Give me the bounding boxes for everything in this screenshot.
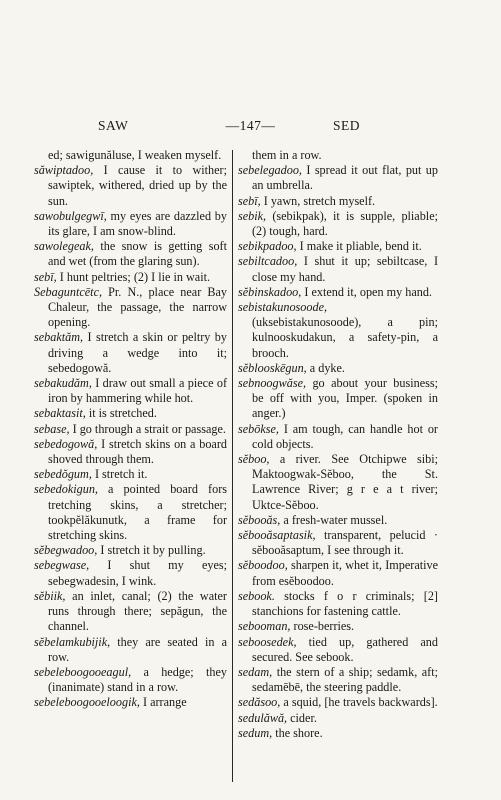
dictionary-entry: [34, 330, 227, 376]
dictionary-entry: [34, 270, 227, 285]
entry-definition: I stretch it by pulling.: [97, 543, 206, 558]
entry-headword: sĕbegwadoo,: [34, 543, 98, 558]
entry-definition: they are seated in a row.: [48, 634, 227, 664]
dictionary-entry: [238, 528, 438, 558]
entry-headword: sebelegadoo,: [238, 163, 302, 178]
entry-definition: the stern of a ship; sedamk, aft; sedamēbē, the steering paddle.: [252, 664, 438, 695]
entry-definition: I shut it up; sebiltcase, I close my hand.: [252, 254, 438, 284]
dictionary-entry: [238, 194, 438, 209]
dictionary-entry: [34, 558, 227, 588]
dictionary-entry: [34, 665, 227, 695]
entry-headword: sebōkse,: [238, 421, 279, 436]
dictionary-entry: [34, 695, 227, 710]
entry-headword: sebegwase,: [34, 558, 90, 573]
dictionary-entry: [34, 437, 227, 467]
entry-definition: a pointed board fors tretching skins, a stretcher; tookpĕlăkunutk, a frame for stretching skins.: [48, 482, 227, 543]
dictionary-entry: [238, 558, 438, 588]
entry-headword: sebaktasit,: [34, 406, 86, 421]
entry-definition: (uksebistakunosoode), a pin; kulnooskudakun, a safety-pin, a brooch.: [252, 315, 438, 360]
entry-headword: sĕbinskadoo,: [238, 284, 302, 299]
dictionary-entry: [238, 361, 438, 376]
entry-definition: the snow is getting soft and wet (from the glaring sun).: [48, 239, 227, 269]
dictionary-entry: [34, 209, 227, 239]
dictionary-entry: [238, 209, 438, 239]
running-header: [0, 118, 501, 138]
entry-definition: tied up, gathered and secured. See sebook.: [252, 634, 438, 664]
entry-definition: I stretch it.: [91, 467, 148, 482]
entry-definition: the shore.: [272, 725, 323, 740]
right-column: [238, 148, 438, 741]
entry-definition: I stretch a skin or peltry by driving a wedge into it; sebedogowă.: [48, 330, 227, 375]
page-number: —147—: [225, 118, 276, 133]
entry-definition: I cause it to wither; sawiptek, withered, dried up by the sun.: [48, 163, 227, 208]
dictionary-entry: [34, 635, 227, 665]
entry-headword: sebistakunosoode,: [238, 300, 328, 315]
dictionary-entry: [238, 726, 438, 741]
entry-definition: I yawn, stretch myself.: [260, 193, 376, 208]
entry-definition: I hunt peltries; (2) I lie in wait.: [56, 269, 211, 284]
entry-definition: I go through a strait or passage.: [69, 421, 226, 436]
dictionary-entry: [34, 406, 227, 421]
dictionary-entry: [238, 163, 438, 193]
entry-headword: sebooman,: [238, 619, 291, 634]
entry-headword: sĕblooskēgun,: [238, 360, 307, 375]
dictionary-entry: [238, 589, 438, 619]
dictionary-entry: [238, 300, 438, 361]
dictionary-entry: [34, 482, 227, 543]
dictionary-entry: [238, 254, 438, 284]
dictionary-entry: [34, 163, 227, 209]
entry-headword: Sebaguntcētc,: [34, 284, 103, 299]
dictionary-entry: [238, 513, 438, 528]
entry-headword: sĕboodoo,: [238, 558, 288, 573]
entry-definition: cider.: [287, 710, 317, 725]
entry-definition: I spread it out flat, put up an umbrella.: [252, 163, 438, 193]
entry-headword: sebase,: [34, 421, 70, 436]
entry-definition: them in a row.: [252, 148, 322, 162]
entry-headword: sedam,: [238, 664, 273, 679]
dictionary-entry: [238, 619, 438, 634]
entry-headword: sĕbelamkubijik,: [34, 634, 111, 649]
entry-headword: sebī,: [238, 193, 261, 208]
dictionary-entry: [34, 589, 227, 635]
dictionary-entry: [34, 467, 227, 482]
entry-headword: sebakudăm,: [34, 376, 92, 391]
entry-definition: I am tough, can handle hot or cold objects.: [252, 421, 438, 451]
dictionary-entry: [34, 422, 227, 437]
dictionary-entry: [238, 148, 438, 163]
entry-definition: a river. See Otchipwe sibi; Maktoogwak-Sĕboo, the St. Lawrence River; g r e a t river; Uktce-Sĕboo.: [252, 452, 438, 512]
entry-headword: sebnoogwăse,: [238, 376, 307, 391]
dictionary-entry: [238, 635, 438, 665]
entry-headword: sebook.: [238, 588, 275, 603]
entry-headword: sĕbooăsaptasik,: [238, 528, 316, 543]
entry-definition: my eyes are dazzled by its glare, I am snow-blind.: [48, 208, 227, 239]
entry-definition: a hedge; they (inanimate) stand in a row.: [48, 664, 227, 695]
entry-headword: sebedokigun,: [34, 482, 98, 497]
dictionary-entry: [238, 665, 438, 695]
dictionary-entry: [238, 239, 438, 254]
entry-definition: I arrange: [139, 695, 187, 710]
entry-headword: sebeleboogooeloogik,: [34, 695, 140, 710]
entry-headword: sĕbooăs,: [238, 512, 281, 527]
entry-definition: I draw out small a piece of iron by hammering while hot.: [48, 376, 227, 406]
entry-headword: sĕboo,: [238, 452, 270, 467]
entry-definition: an inlet, canal; (2) the water runs through there; sepăgun, the channel.: [48, 588, 227, 634]
entry-headword: sebaktăm,: [34, 330, 84, 345]
entry-definition: a squid, [he travels backwards].: [280, 695, 438, 710]
entry-headword: sebedogowă,: [34, 436, 98, 451]
entry-definition: transparent, pelucid · sĕbooăsaptum, I see through it.: [252, 528, 438, 558]
entry-definition: I extend it, open my hand.: [301, 284, 432, 299]
entry-definition: a dyke.: [306, 360, 345, 375]
left-column: [34, 148, 227, 711]
entry-definition: Pr. N., place near Bay Chaleur, the passage, the narrow opening.: [48, 284, 227, 330]
entry-headword: săwiptadoo,: [34, 163, 94, 178]
entry-definition: sharpen it, whet it, Imperative from esĕboodoo.: [252, 558, 438, 588]
entry-headword: sedăsoo,: [238, 695, 281, 710]
dictionary-entry: [34, 376, 227, 406]
dictionary-entry: [34, 239, 227, 269]
header-left-guide-word: SAW: [98, 118, 129, 133]
entry-headword: sebeleboogooeagul,: [34, 664, 132, 679]
dictionary-entry: [238, 452, 438, 513]
entry-headword: sedum,: [238, 725, 273, 740]
header-right-guide-word: SED: [333, 118, 361, 133]
entry-definition: I stretch skins on a board shoved through them.: [48, 436, 227, 467]
entry-headword: sebikpadoo,: [238, 239, 297, 254]
entry-headword: sawolegeak,: [34, 239, 94, 254]
entry-headword: sebī,: [34, 269, 57, 284]
entry-definition: I shut my eyes; sebegwadesin, I wink.: [48, 558, 227, 588]
entry-headword: sebiltcadoo,: [238, 254, 298, 269]
dictionary-entry: [238, 376, 438, 422]
dictionary-entry: [34, 285, 227, 331]
entry-headword: sebedŏgum,: [34, 467, 92, 482]
entry-definition: stocks f o r criminals; [2] stanchions for fastening cattle.: [252, 588, 438, 619]
column-divider: [232, 150, 233, 782]
entry-definition: go about your business; be off with you, Imper. (spoken in anger.): [252, 376, 438, 421]
dictionary-entry: [238, 422, 438, 452]
entry-definition: I make it pliable, bend it.: [296, 239, 422, 254]
entry-definition: it is stretched.: [85, 406, 157, 421]
entry-headword: sedulăwă,: [238, 710, 288, 725]
entry-definition: a fresh-water mussel.: [280, 512, 388, 527]
dictionary-entry: [238, 285, 438, 300]
entry-headword: sĕbiik,: [34, 588, 66, 603]
dictionary-entry: [34, 148, 227, 163]
entry-headword: sebik,: [238, 208, 267, 223]
entry-headword: seboosedek,: [238, 634, 297, 649]
entry-definition: rose-berries.: [290, 619, 355, 634]
entry-headword: sawobulgegwī,: [34, 208, 107, 223]
entry-definition: ed; sawigunăluse, I weaken myself.: [48, 148, 222, 162]
dictionary-entry: [238, 695, 438, 710]
entry-definition: (sebikpak), it is supple, pliable; (2) tough, hard.: [252, 208, 438, 239]
dictionary-entry: [238, 711, 438, 726]
dictionary-entry: [34, 543, 227, 558]
